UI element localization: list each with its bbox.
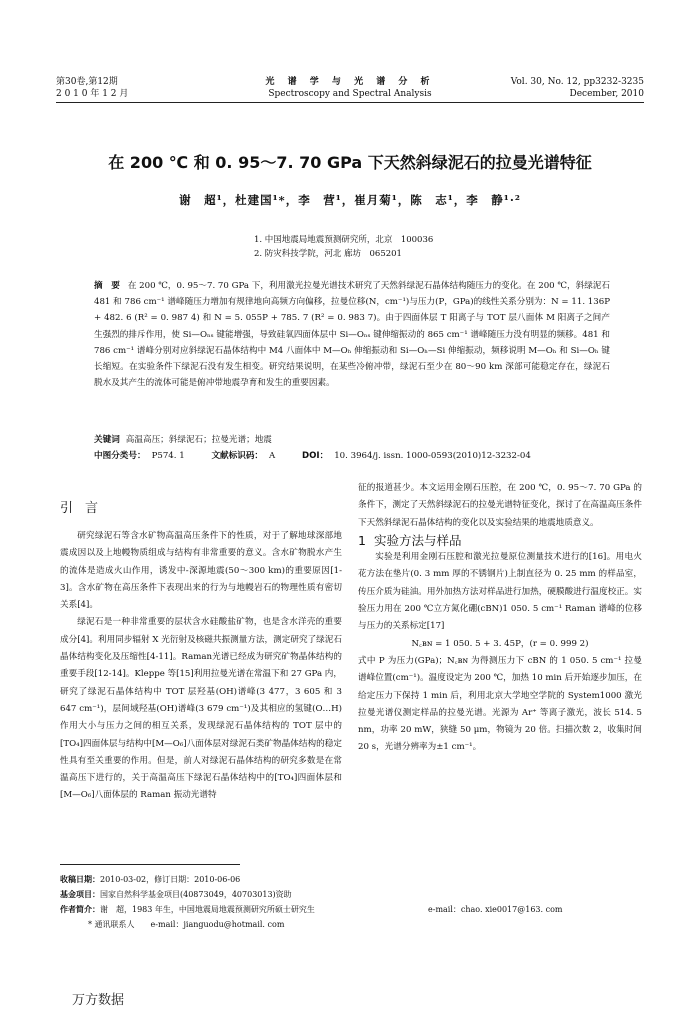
footnotes: [60, 872, 644, 932]
paper-title: 在 200 ℃ 和 0. 95～7. 70 GPa 下天然斜绿泥石的拉曼光谱特征: [108, 153, 592, 172]
corresponding-author: * 通讯联系人 e-mail：jianguodu@hotmail. com: [88, 920, 285, 929]
section-1-paragraph-2: 式中 P 为压力(GPa)；N꜀ʙɴ 为得测压力下 cBN 的 1 050. 5 cm⁻¹ 拉曼谱峰位置(cm⁻¹)。温度设定为 200 ℃，加热 10 min 后开始逐步加压，在给定压力下保持 1 min 后，利用北京大学地空学院的 System1000 激光拉曼光谱仪测定样品的拉曼光谱。光源为 Ar⁺ 等离子激光，波长 514. 5 nm，功率 20 mW，狭缝 50 μm，物镜为 20 倍。扫描次数 2，收集时间 20 s，光谱分辨率为±1 cm⁻¹。: [358, 655, 642, 753]
section-1-number: 1: [358, 532, 366, 548]
received-dates: 2010-03-02，修订日期：2010-06-06: [100, 875, 241, 884]
footnote-rule: [60, 864, 240, 865]
section-1-heading: [358, 532, 642, 549]
keywords-block: [94, 432, 610, 464]
journal-name-cn: 光 谱 学 与 光 谱 分 析: [265, 77, 435, 87]
affiliation-2: 2. 防灾科技学院，河北 廊坊 065201: [254, 249, 402, 259]
abstract-label: 摘 要: [94, 281, 120, 291]
author-list: 谢 超¹，杜建国¹*，李 营¹，崔月菊¹，陈 志¹，李 静¹·²: [179, 193, 521, 207]
date-en: December, 2010: [569, 89, 644, 99]
affiliations: [254, 233, 433, 261]
section-1-paragraph-1: 实验是利用金刚石压腔和激光拉曼原位测量技术进行的[16]。用电火花方法在垫片(0. 3 mm 厚的不锈钢片)上制直径为 0. 25 mm 的样品室，传压介质为硅油。用外加热方法对样品进行加热，硬膜酸进行温度校正。实验压力用在 200 ℃立方氮化硼(cBN)1 050. 5 cm⁻¹ Raman 谱峰的位移与压力的关系标定[17]: [358, 552, 642, 632]
keywords-text: 高温高压；斜绿泥石；拉曼光谱；地震: [125, 435, 272, 445]
right-column: [358, 480, 642, 757]
intro-continued-paragraph: 征的报道甚少。本文运用金刚石压腔，在 200 ℃，0. 95～7. 70 GPa 的条件下，测定了天然斜绿泥石的拉曼光谱特征变化，探讨了在高温高压条件下天然斜绿泥石晶体结构的变化以及实验结果的地震地质意义。: [358, 483, 642, 528]
keywords-label: 关键词: [94, 435, 120, 445]
doi-label: DOI：: [301, 451, 329, 461]
doi-value: 10. 3964/j. issn. 1000-0593(2010)12-3232-04: [334, 451, 531, 461]
left-column: [60, 528, 342, 805]
intro-paragraph-1: 研究绿泥石等含水矿物高温高压条件下的性质，对于了解地球深部地震成因以及上地幔物质组成与结构有非常重要的意义。含水矿物脱水产生的流体是造成火山作用，诱发中-深源地震(50～300 km)的重要原因[1-3]。含水矿物在高压条件下表现出来的行为与地幔岩石的物理性质有密切关系[4]。: [60, 531, 342, 611]
header-rule: [56, 102, 644, 103]
doc-code-label: 文献标识码：: [211, 451, 264, 461]
running-header: [56, 76, 644, 102]
clc-label: 中图分类号：: [94, 451, 146, 461]
abstract-text: 在 200 ℃，0. 95～7. 70 GPa 下，利用激光拉曼光谱技术研究了天然斜绿泥石晶体结构随压力的变化。在 200 ℃，斜绿泥石 481 和 786 cm⁻¹ 谱峰随压力增加有规律地向高频方向偏移，拉曼位移(N，cm⁻¹)与压力(P，GPa)的线性关系分别为：N = 11. 136P + 482. 6 (R² = 0. 987 4) 和 N = 5. 055P + 785. 7 (R² = 0. 983 7)。由于四面体层 T 阳离子与 TOT 层八面体 M 阳离子之间产生强烈的排斥作用，使 Si—Oₙₛ 键能增强，导致硅氧四面体层中 Si—Oₙₛ 键伸缩振动的 865 cm⁻¹ 谱峰随压力没有明显的频移。481 和 786 cm⁻¹ 谱峰分别对应斜绿泥石晶体结构中 M4 八面体中 M—Oₕ 伸缩振动和 Si—Oₕ—Si 伸缩振动，频移说明 M—Oₕ 和 Si—Oₕ 键长缩短。在实验条件下绿泥石没有发生相变。研究结果说明，在某些冷俯冲带，绿泥石至少在 80～90 km 深部可能稳定存在，绿泥石脱水及其产生的流体可能是俯冲带地震孕育和发生的重要因素。: [94, 281, 610, 389]
watermark-text: 万方数据: [72, 993, 125, 1008]
section-1-title: 实验方法与样品: [373, 532, 462, 548]
fund-label: 基金项目：: [60, 890, 100, 899]
received-label: 收稿日期：: [60, 875, 100, 884]
author-bio: 谢 超，1983 年生，中国地震局地震预测研究所硕士研究生: [100, 905, 315, 914]
journal-name-en: Spectroscopy and Spectral Analysis: [268, 89, 432, 99]
volume-cn: 第30卷,第12期: [56, 77, 118, 87]
abstract: [94, 278, 610, 391]
pressure-equation: N꜀ʙɴ = 1 050. 5 + 3. 45P，(r = 0. 999 2): [411, 638, 589, 649]
intro-paragraph-2: 绿泥石是一种非常重要的层状含水硅酸盐矿物，也是含水洋壳的重要成分[4]。利用同步辐射 X 光衍射及核磁共振测量方法，测定研究了绿泥石晶体结构变化及压缩性[4-11]。Raman光谱已经成为研究矿物晶体结构的重要手段[12-14]。Kleppe 等[15]利用拉曼光谱在常温下和 27 GPa 内，研究了绿泥石晶体结构中 TOT 层羟基(OH)谱峰(3 477，3 605 和 3 647 cm⁻¹)，层间域羟基(OH)谱峰(3 679 cm⁻¹)及其相应的氢键(O…H)作用大小与压力之间的相互关系，发现绿泥石晶体结构的 TOT 层中的[TO₄]四面体层与结构中[M—O₆]八面体层对绿泥石类矿物晶体结构的稳定性具有至关重要的作用。但是，前人对绿泥石晶体结构的研究多数是在常温高压下进行的，关于高温高压下绿泥石晶体结构中的[TO₄]四面体层和[M—O₆]八面体层的 Raman 振动光谱特: [60, 617, 342, 801]
intro-heading: 引言: [60, 501, 111, 516]
clc-value: P574. 1: [151, 451, 185, 461]
volume-en: Vol. 30, No. 12, pp3232-3235: [510, 77, 644, 87]
author-email: e-mail：chao. xie0017@163. com: [428, 905, 563, 914]
author-bio-label: 作者简介：: [60, 905, 100, 914]
fund-text: 国家自然科学基金项目(40873049，40703013)资助: [100, 890, 292, 899]
header-volume-en: [511, 76, 644, 100]
affiliation-1: 1. 中国地震局地震预测研究所，北京 100036: [254, 235, 434, 245]
date-cn: 2 0 1 0 年 1 2 月: [56, 89, 129, 99]
doc-code-value: A: [269, 451, 276, 461]
